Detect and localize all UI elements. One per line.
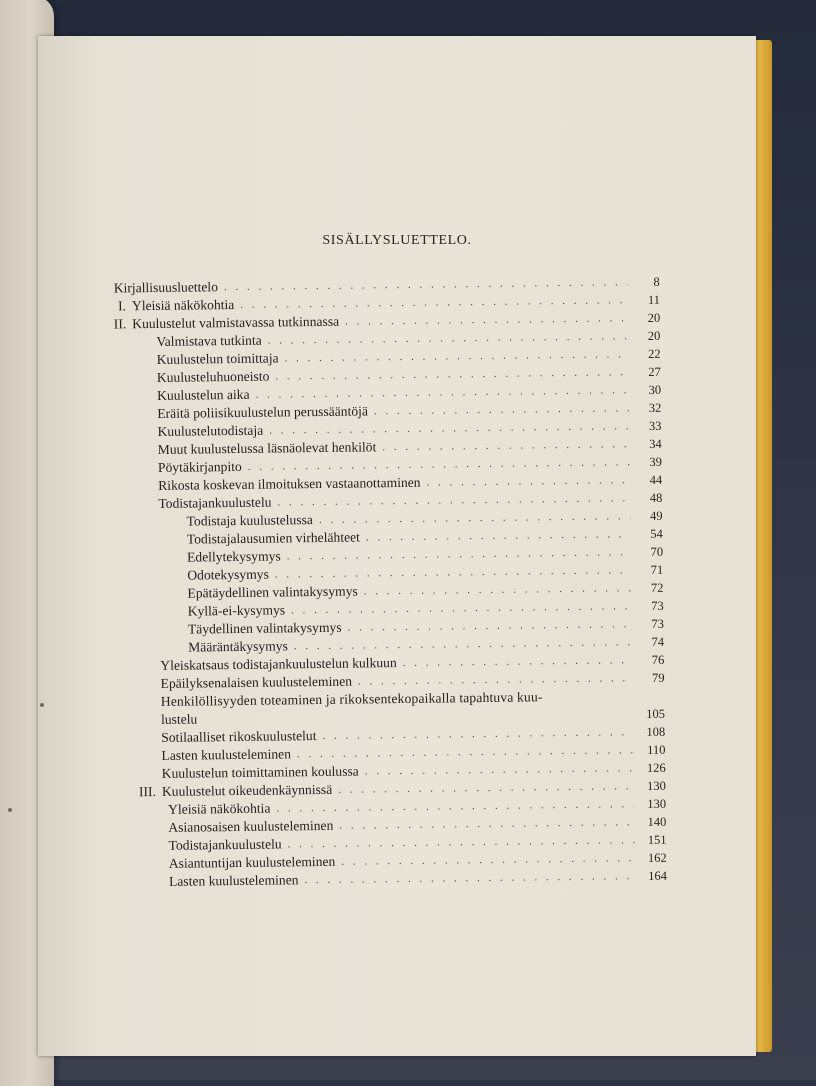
toc-entry-label: Kuulustelun toimittaminen koulussa [161,763,359,781]
toc-entry-page: 151 [647,832,667,847]
toc-entry-label: Asiantuntijan kuulusteleminen [168,853,336,871]
toc-entry-page: 110 [647,742,666,757]
toc-entry-label: Kuulustelut oikeudenkäynnissä [161,781,333,799]
toc-entry-page: 76 [651,652,665,667]
toc-entry-page: 33 [648,418,662,433]
toc-entry-label: Rikosta koskevan ilmoituksen vastaanottaminen [158,474,421,493]
toc-entry-label: Edellytekysymys [186,548,281,565]
toc-entry-page: 39 [649,454,663,469]
toc-entry-page: 48 [649,490,663,505]
chapter-numeral: III. [138,783,157,800]
toc-entry-label: Kuulusteluhuoneisto [156,368,270,385]
toc-entry-page: 30 [648,382,662,397]
toc-entry-page: 130 [647,796,667,811]
toc-entry-page: 54 [650,526,663,541]
toc-entry-label: Pöytäkirjanpito [157,458,242,475]
toc-entry-label: Todistajalausumien virhelähteet [186,529,360,547]
toc-entry-label: Todistajankuulustelu [168,836,282,853]
table-of-contents [35,32,765,1061]
toc-entry-page: 79 [651,670,665,685]
binding-hole [40,703,44,707]
toc-entry-page: 70 [650,544,664,559]
toc-entry-label: Epätäydellinen valintakysymys [187,583,358,601]
toc-entry-page: 130 [647,778,666,793]
toc-entry-page: 126 [646,760,666,775]
toc-entry-label: Epäilyksenalaisen kuulusteleminen [160,673,353,691]
toc-entry-page: 162 [647,850,667,865]
toc-entry-label: Asianosaisen kuulusteleminen [168,817,334,835]
toc-entry-label: Muut kuulustelussa läsnäolevat henkilöt [157,439,377,457]
toc-entry-page: 11 [647,292,661,307]
toc-entry-label: Todistajankuulustelu [158,494,272,511]
toc-entry-label: lustelu [160,711,198,727]
page-title: SISÄLLYSLUETTELO. [322,233,472,248]
toc-entry-page: 32 [648,400,662,415]
chapter-numeral: I. [117,298,127,314]
toc-entry-label: Kirjallisuusluettelo [113,279,219,296]
toc-entry-label: Määräntäkysymys [188,638,288,655]
toc-entry-label: Yleisiä näkökohtia [168,800,271,817]
toc-entry-label: Täydellinen valintakysymys [187,619,342,637]
toc-entry-label: Kuulustelut valmistavassa tutkinnassa [132,313,340,332]
toc-entry-page: 8 [653,274,660,289]
toc-entry-label: Valmistava tutkinta [156,332,262,349]
toc-entry-page: 49 [649,508,663,523]
toc-entry-page: 71 [650,562,664,577]
toc-entry-page: 73 [651,616,664,631]
toc-entry-label: Odotekysymys [187,566,269,583]
binding-hole [8,808,12,812]
dot-leader [304,867,635,889]
toc-entry-label: Sotilaalliset rikoskuulustelut [161,728,317,745]
toc-entry-page: 34 [649,436,662,451]
toc-entry-label: Todistaja kuulustelussa [186,512,313,529]
toc-entry-page: 44 [649,472,663,487]
toc-entry-page: 22 [648,346,661,361]
toc-entry-page: 105 [646,706,666,721]
toc-entry-label: Kuulustelutodistaja [157,422,264,439]
toc-entry-page: 72 [650,580,664,595]
chapter-numeral: II. [113,316,127,332]
toc-entry-page: 20 [647,310,661,325]
toc-entry-label: Kyllä-ei-kysymys [187,602,286,619]
toc-entry-page: 164 [648,868,668,883]
toc-entry-page: 27 [648,364,661,379]
dot-leader [358,669,633,690]
toc-entry-label: Lasten kuulusteleminen [168,872,299,889]
toc-entry-page: 73 [651,598,664,613]
toc-entry-label: Eräitä poliisikuulustelun perussääntöjä [157,403,369,421]
toc-entry-label: Kuulustelun toimittaja [156,350,279,367]
toc-entry-page: 108 [646,724,666,739]
toc-entry-label: Yleisiä näkökohtia [131,297,235,314]
toc-entry-label-line: Henkilöllisyyden toteaminen ja rikoksentekopaikalla tapahtuva kuu- [160,689,543,709]
toc-entry-page: 74 [651,634,665,649]
toc-entry-page: 140 [647,814,667,829]
toc-entry-label: Kuulustelun aika [156,386,250,403]
toc-entry-label: Yleiskatsaus todistajankuulustelun kulkuun [160,655,397,673]
document-page [38,36,756,1056]
toc-entry-label: Lasten kuulusteleminen [161,746,292,763]
toc-entry-page: 20 [647,328,661,343]
